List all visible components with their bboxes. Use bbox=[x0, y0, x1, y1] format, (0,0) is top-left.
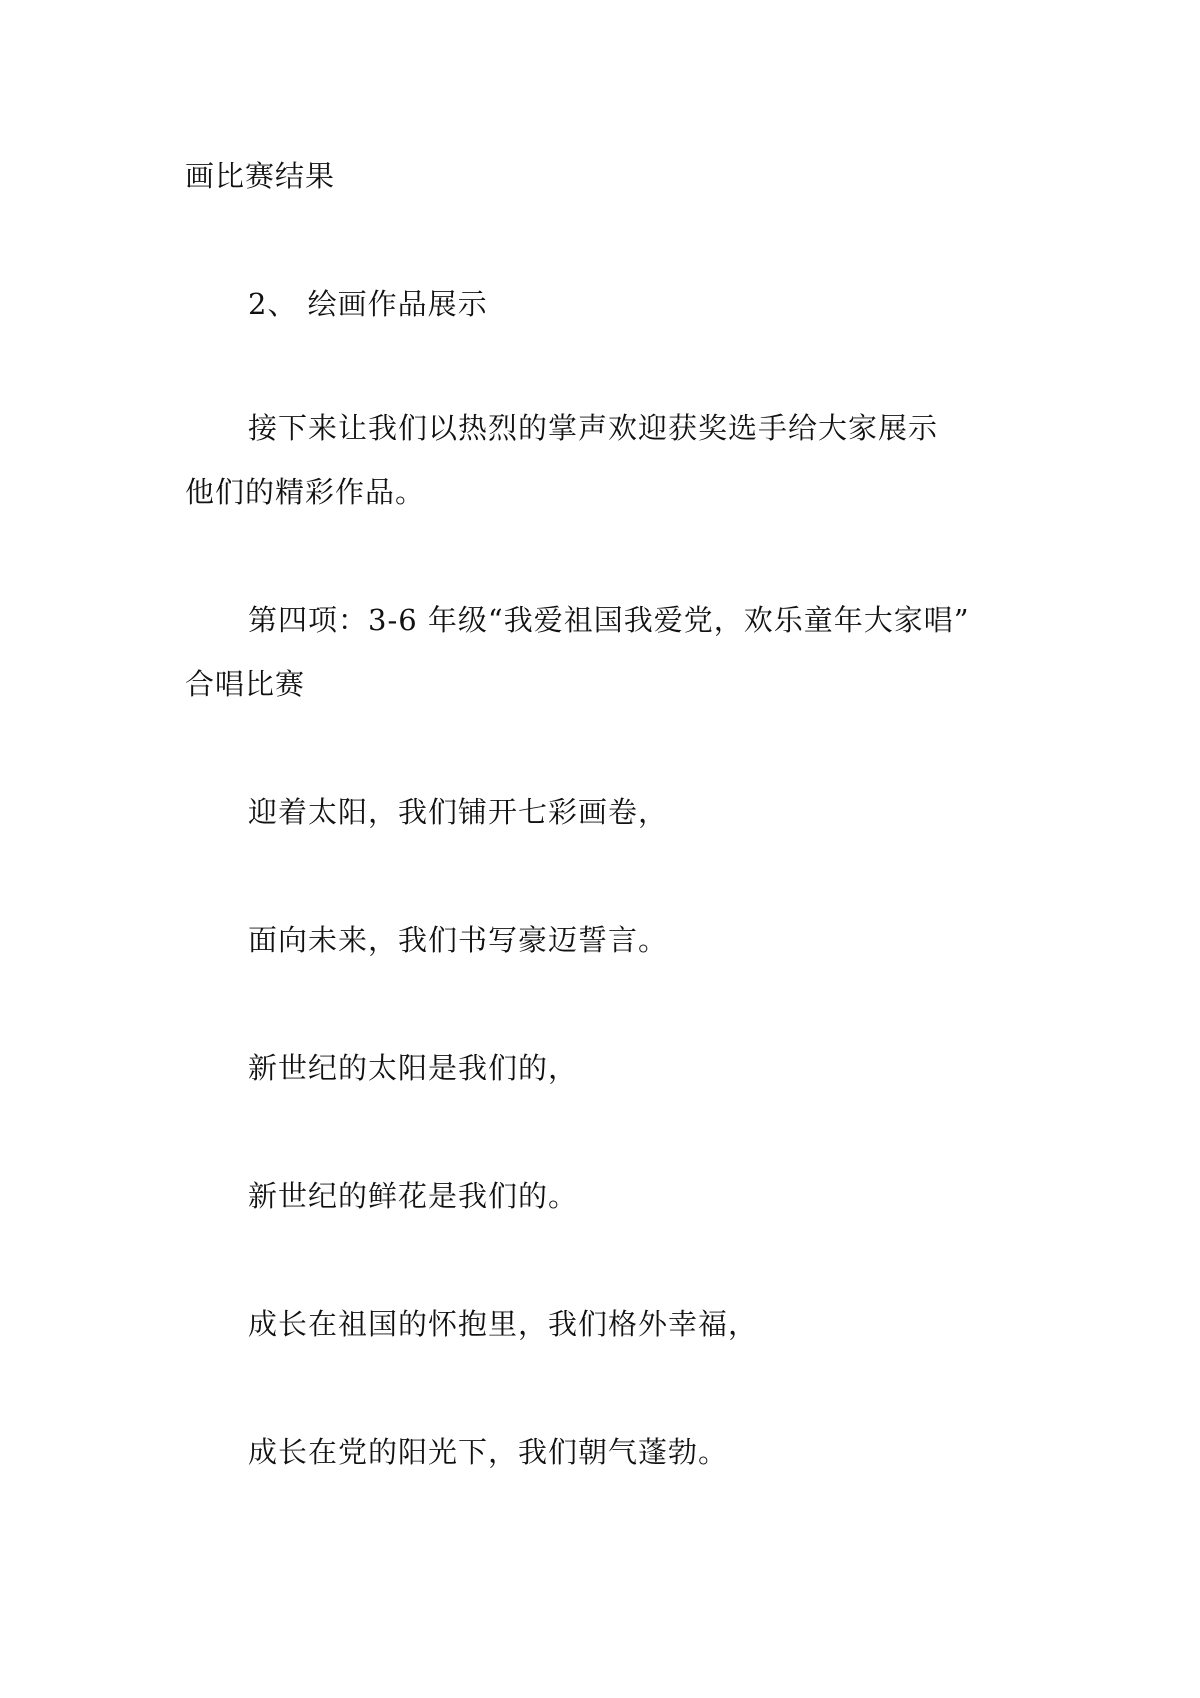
paragraph-line: 画比赛结果 bbox=[185, 159, 336, 193]
poem-line: 面向未来，我们书写豪迈誓言。 bbox=[248, 923, 669, 957]
poem-line: 新世纪的太阳是我们的， bbox=[248, 1051, 579, 1085]
paragraph-line: 接下来让我们以热烈的掌声欢迎获奖选手给大家展示 bbox=[248, 411, 939, 445]
paragraph-line: 合唱比赛 bbox=[185, 667, 306, 701]
poem-line: 成长在党的阳光下，我们朝气蓬勃。 bbox=[248, 1435, 729, 1469]
poem-line: 迎着太阳，我们铺开七彩画卷， bbox=[248, 795, 669, 829]
poem-line: 新世纪的鲜花是我们的。 bbox=[248, 1179, 579, 1213]
poem-line: 成长在祖国的怀抱里，我们格外幸福， bbox=[248, 1307, 759, 1341]
section-heading: 2、 绘画作品展示 bbox=[248, 287, 488, 321]
paragraph-line: 他们的精彩作品。 bbox=[185, 475, 426, 509]
paragraph-line: 第四项：3-6 年级“我爱祖国我爱党，欢乐童年大家唱” bbox=[248, 603, 970, 637]
